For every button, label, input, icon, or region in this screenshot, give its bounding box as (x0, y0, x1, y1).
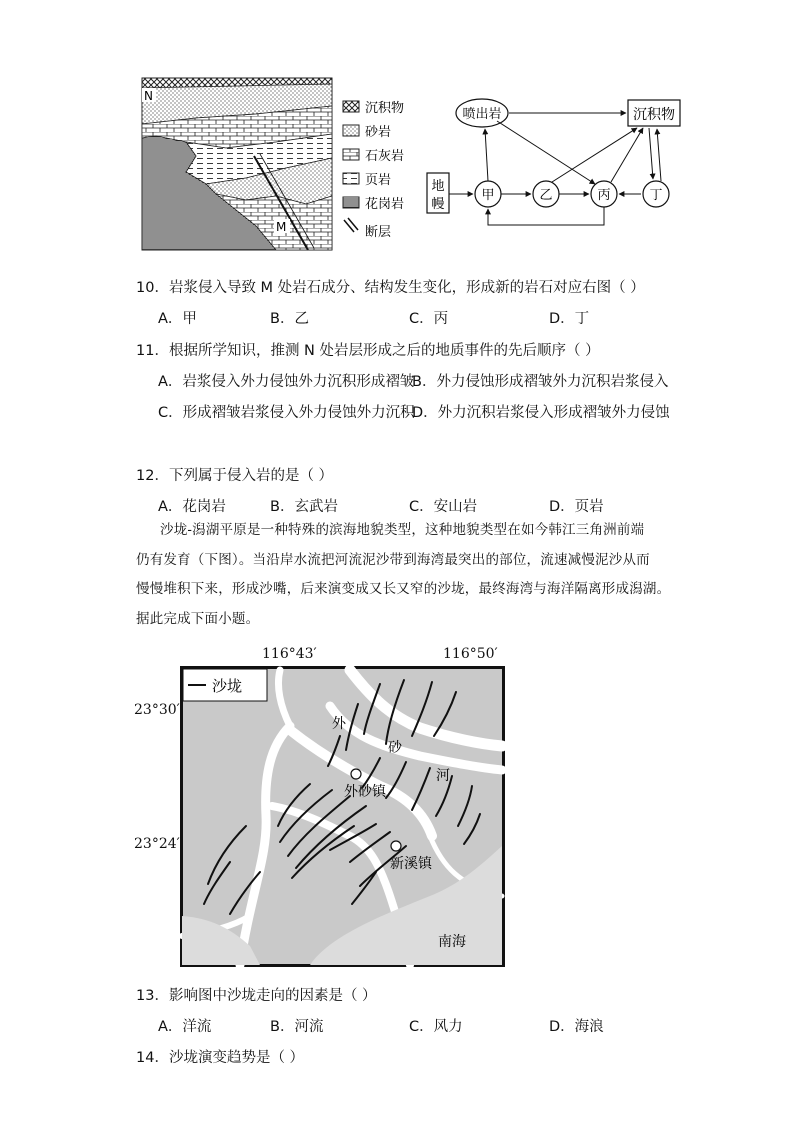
node-diman-top: 地 (431, 179, 445, 194)
river-char-1: 外 (332, 716, 346, 732)
rock-cycle-diagram (425, 90, 685, 245)
rock-legend (340, 96, 430, 246)
legend-label-limestone: 石灰岩 (365, 149, 405, 164)
q11-option-a[interactable]: A．岩浆侵入外力侵蚀外力沉积形成褶皱 (158, 374, 415, 390)
legend-swatch-granite (343, 197, 359, 208)
q12-option-c[interactable]: C．安山岩 (409, 499, 478, 515)
q10-option-b[interactable]: B．乙 (270, 311, 309, 327)
label-m: M (276, 220, 287, 234)
town-xinxi-label: 新溪镇 (390, 856, 432, 872)
label-n: N (144, 89, 153, 103)
node-bing: 丙 (597, 188, 611, 203)
node-yi: 乙 (539, 188, 553, 203)
q11-option-c[interactable]: C．形成褶皱岩浆侵入外力侵蚀外力沉积 (158, 405, 415, 421)
map-lon-left: 116°43′ (262, 646, 317, 662)
node-ding: 丁 (649, 188, 663, 203)
q13-stem: 13．影响图中沙垅走向的因素是（ ） (136, 988, 377, 1004)
legend-label-granite: 花岗岩 (365, 197, 405, 212)
node-chenjiwu: 沉积物 (633, 107, 675, 123)
q13-option-a[interactable]: A．洋流 (158, 1019, 212, 1035)
map-lat-bottom: 23°24′ (134, 836, 180, 852)
passage-line-3: 慢慢堆积下来，形成沙嘴，后来演变成又长又窄的沙垅，最终海湾与海洋隔离形成潟湖。 (136, 581, 671, 597)
river-char-2: 砂 (388, 740, 402, 756)
q13-option-d[interactable]: D．海浪 (549, 1019, 604, 1035)
q10-option-d[interactable]: D．丁 (549, 311, 590, 327)
q12-option-d[interactable]: D．页岩 (549, 499, 604, 515)
q12-option-b[interactable]: B．玄武岩 (270, 499, 338, 515)
sea-label: 南海 (438, 934, 466, 950)
q13-option-c[interactable]: C．风力 (409, 1019, 463, 1035)
node-jia: 甲 (481, 188, 495, 203)
legend-swatch-sandstone (343, 125, 359, 136)
town-waisha-marker (351, 769, 361, 779)
passage-line-2: 仍有发育（下图）。当沿岸水流把河流泥沙带到海湾最突出的部位，流速减慢泥沙从而 (136, 551, 650, 568)
river-char-3: 河 (436, 768, 450, 784)
q10-option-a[interactable]: A．甲 (158, 311, 197, 327)
legend-ridge-label: 沙垅 (212, 677, 243, 695)
q11-option-b[interactable]: B．外力侵蚀形成褶皱外力沉积岩浆侵入 (412, 374, 669, 390)
town-waisha-label: 外砂镇 (344, 784, 386, 800)
legend-swatch-shale (343, 173, 359, 184)
q12-option-a[interactable]: A．花岗岩 (158, 499, 226, 515)
node-diman-bottom: 幔 (431, 197, 445, 212)
passage-line-1: 沙垅-潟湖平原是一种特殊的滨海地貌类型，这种地貌类型在如今韩江三角洲前端 (160, 522, 645, 538)
passage (136, 516, 680, 634)
legend-label-fault: 断层 (365, 225, 392, 240)
q10-option-c[interactable]: C．丙 (409, 311, 449, 327)
q11-stem: 11．根据所学知识，推测 N 处岩层形成之后的地质事件的先后顺序（ ） (136, 343, 600, 359)
map-lon-right: 116°50′ (443, 646, 498, 662)
q10-stem: 10．岩浆侵入导致 M 处岩石成分、结构发生变化，形成新的岩石对应右图（ ） (136, 280, 645, 296)
legend-swatch-limestone (343, 149, 359, 160)
legend-label-sediment: 沉积物 (365, 101, 405, 116)
q14-stem: 14．沙垅演变趋势是（ ） (136, 1050, 305, 1066)
q11-option-d[interactable]: D．外力沉积岩浆侵入形成褶皱外力侵蚀 (412, 405, 670, 421)
map-lat-top: 23°30′ (134, 702, 180, 718)
q12-stem: 12．下列属于侵入岩的是（ ） (136, 468, 334, 484)
geologic-cross-section (136, 76, 336, 254)
passage-line-4: 据此完成下面小题。 (136, 610, 260, 627)
legend-swatch-sediment (343, 101, 359, 112)
node-penchuyan: 喷出岩 (462, 107, 502, 122)
town-xinxi-marker (391, 841, 401, 851)
sand-ridge-map (180, 666, 506, 968)
legend-label-shale: 页岩 (365, 173, 392, 188)
legend-label-sandstone: 砂岩 (365, 125, 392, 140)
q13-option-b[interactable]: B．河流 (270, 1019, 324, 1035)
legend-swatch-fault (344, 218, 358, 232)
